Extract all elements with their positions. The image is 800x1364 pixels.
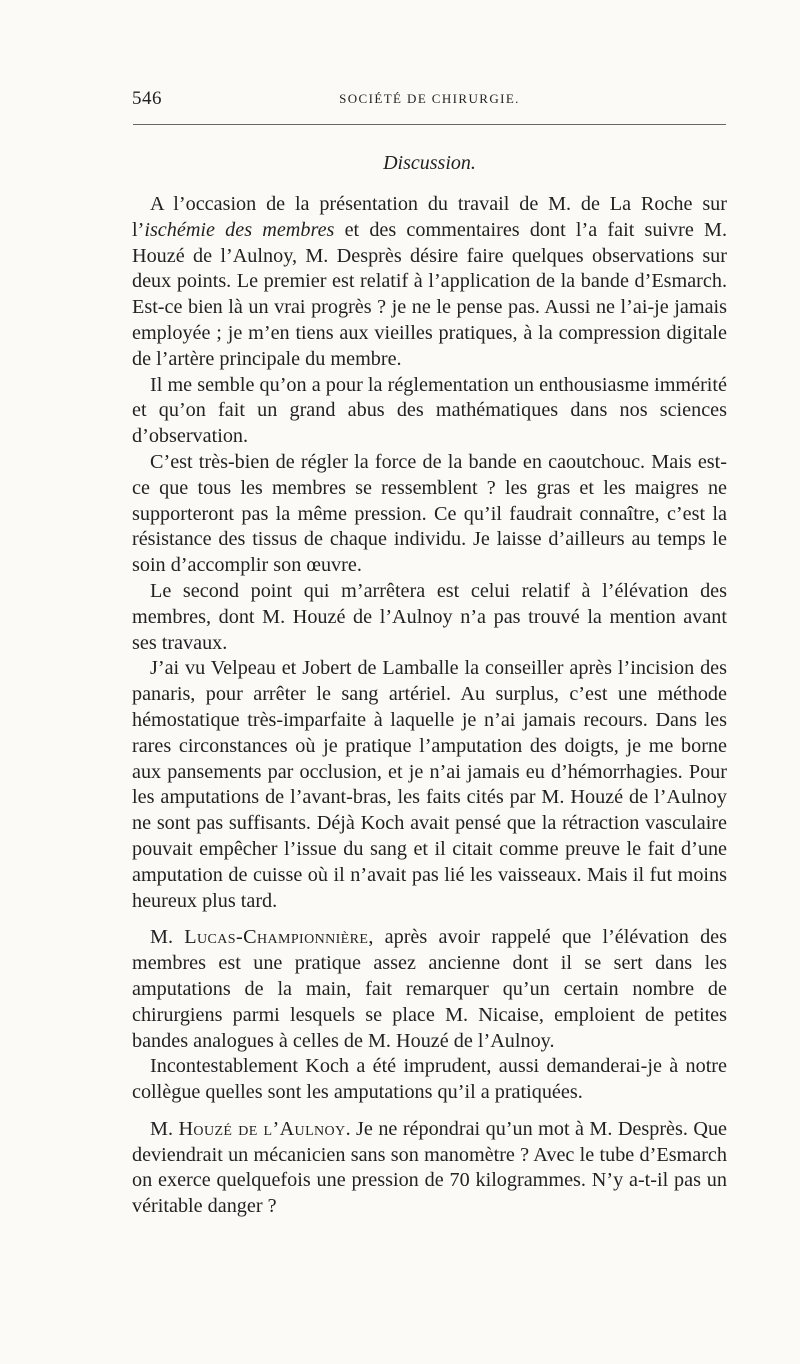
running-title: SOCIÉTÉ DE CHIRURGIE. bbox=[339, 91, 520, 106]
paragraph-2: Il me semble qu’on a pour la réglementation un enthousiasme immérité et qu’on fait un grand abus des mathématiques dans nos sciences d’observation. bbox=[132, 373, 727, 448]
paragraph-4: Le second point qui m’arrêtera est celui relatif à l’élévation des membres, dont M. Houzé de l’Aulnoy n’a pas trouvé la mention avant ses travaux. bbox=[132, 579, 727, 654]
body-text bbox=[132, 192, 727, 1220]
paragraph-1-start: A l’occasion de la présentation du travail de M. de La Roche sur l’ bbox=[132, 193, 727, 241]
section-heading: Discussion. bbox=[383, 152, 476, 174]
paragraph-5: J’ai vu Velpeau et Jobert de Lamballe la conseiller après l’incision des panaris, pour arrêter le sang artériel. Au surplus, c’est une méthode hémostatique très-imparfaite à laquelle je n’ai jamais recours. Dans les rares circonstances où je pratique l’amputation des doigts, je me borne aux pansements par occlusion, et je n’ai jamais eu d’hémorrhagies. Pour les amputations de l’avant-bras, les faits cités par M. Houzé de l’Aulnoy ne sont pas suffisants. Déjà Koch avait pensé que la rétraction vasculaire pouvait empêcher l’issue du sang et il citait comme preuve le fait d’une amputation de cuisse où il n’avait pas lié les vaisseaux. Mais il fut moins heureux plus tard. bbox=[132, 657, 727, 912]
paragraph-6 bbox=[132, 925, 727, 1054]
speaker-name: Houzé de l’Aulnoy bbox=[178, 1117, 346, 1140]
speaker-text: . Je ne répondrai qu’un mot à M. Desprès. Que deviendrait un mécanicien sans son manomètre ? Avec le tube d’Esmarch on exerce quelquefois une pression de 70 kilogrammes. N’y a-t-il pas un véritable danger ? bbox=[132, 1117, 728, 1218]
header-rule bbox=[133, 124, 726, 125]
page-number: 546 bbox=[132, 88, 162, 109]
paragraph-3: C’est très-bien de régler la force de la bande en caoutchouc. Mais est-ce que tous les membres se ressemblent ? les gras et les maigres ne supporteront pas la même pression. Ce qu’il faudrait connaître, c’est la résistance des tissus de chaque individu. Je laisse d’ailleurs au temps le soin d’accomplir son œuvre. bbox=[132, 450, 727, 577]
paragraph-1-end: et des commentaires dont l’a fait suivre M. Houzé de l’Aulnoy, M. Desprès désire faire quelques observations sur deux points. Le premier est relatif à l’application de la bande d’Esmarch. Est-ce bien là un vrai progrès ? je ne le pense pas. Aussi ne l’ai-je jamais employée ; je m’en tiens aux vieilles pratiques, à la compression digitale de l’artère principale du membre. bbox=[132, 218, 728, 370]
paragraph-1 bbox=[132, 192, 727, 373]
speaker-prefix: M. bbox=[150, 1117, 179, 1140]
italic-term: ischémie des membres bbox=[144, 218, 335, 241]
paragraph-7: Incontestablement Koch a été imprudent, aussi demanderai-je à notre collègue quelles sont les amputations qu’il a pratiquées. bbox=[132, 1055, 727, 1104]
speaker-text: , après avoir rappelé que l’élévation des membres est une pratique assez ancienne dont il se sert dans les amputations de la main, fait remarquer qu’un certain nombre de chirurgiens parmi lesquels se place M. Nicaise, emploient de petites bandes analogues à celles de M. Houzé de l’Aulnoy. bbox=[132, 926, 727, 1052]
speaker-name: Lucas-Championnière bbox=[184, 926, 369, 949]
paragraph-8 bbox=[132, 1117, 727, 1220]
page-header bbox=[132, 88, 727, 112]
speaker-prefix: M. bbox=[150, 926, 185, 949]
